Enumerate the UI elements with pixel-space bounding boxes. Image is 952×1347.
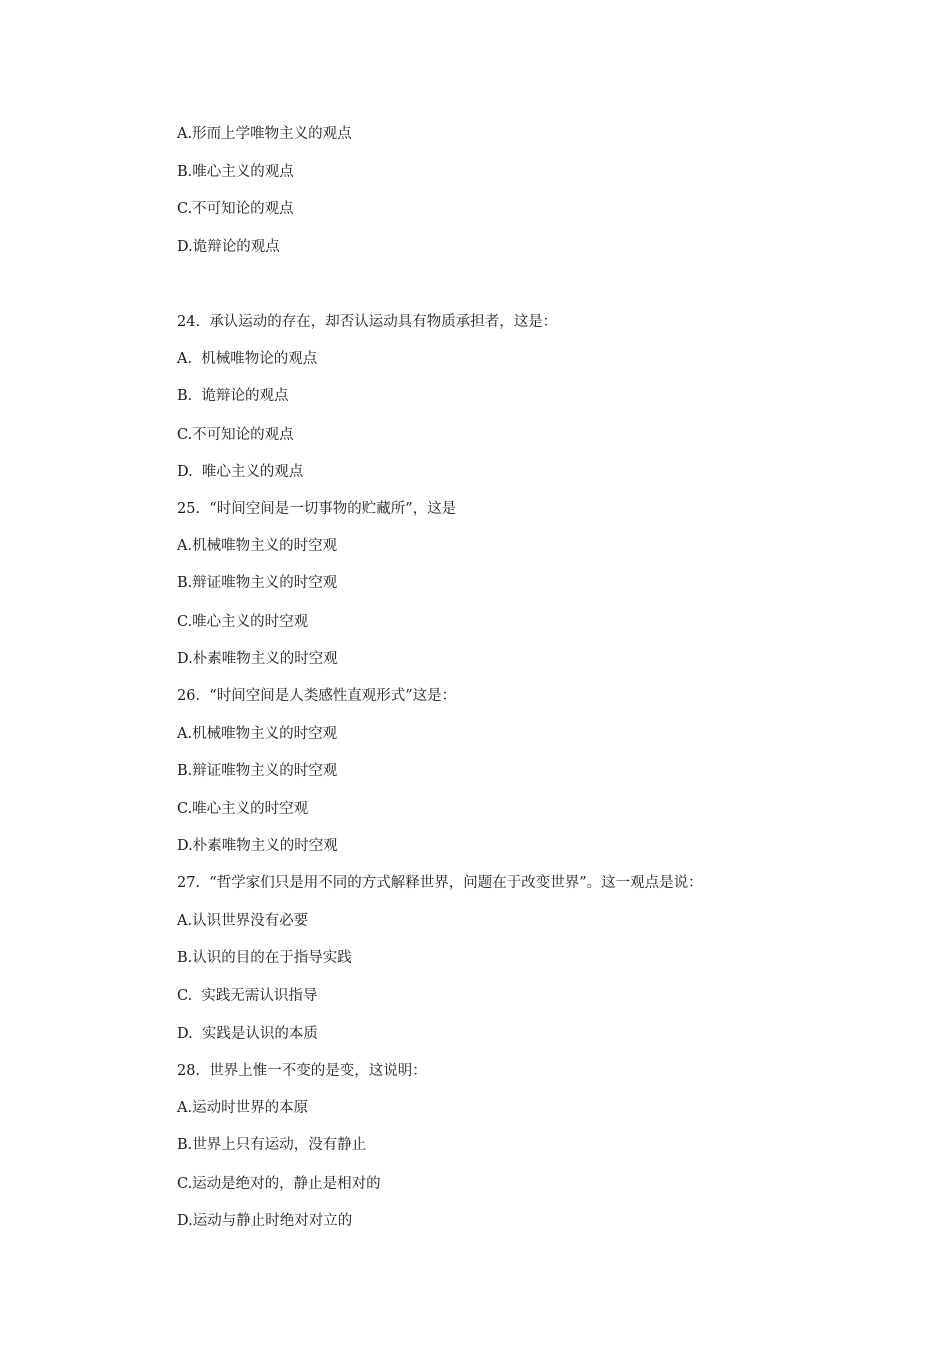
option-c: C.不可知论的观点 (177, 427, 294, 443)
option-b: B.辩证唯物主义的时空观 (177, 575, 338, 591)
option-c: C.唯心主义的时空观 (177, 614, 309, 630)
option-b: B.唯心主义的观点 (177, 164, 294, 180)
option-d: D.朴素唯物主义的时空观 (177, 651, 338, 667)
option-a: A.认识世界没有必要 (177, 913, 309, 929)
option-c: C.唯心主义的时空观 (177, 801, 309, 817)
question-24: 24. 承认运动的存在，却否认运动具有物质承担者，这是： (177, 314, 558, 330)
question-26: 26. “时间空间是人类感性直观形式”这是： (177, 688, 457, 704)
option-d: D.运动与静止时绝对对立的 (177, 1213, 353, 1229)
option-d: D.诡辩论的观点 (177, 239, 280, 255)
option-d: D.朴素唯物主义的时空观 (177, 838, 338, 854)
option-a: A.机械唯物主义的时空观 (177, 726, 338, 742)
option-b: B.认识的目的在于指导实践 (177, 950, 352, 966)
option-d: D. 唯心主义的观点 (177, 464, 304, 480)
question-28: 28. 世界上惟一不变的是变，这说明： (177, 1063, 427, 1079)
option-b: B. 诡辩论的观点 (177, 388, 289, 404)
option-c: C.不可知论的观点 (177, 201, 294, 217)
question-27: 27. “哲学家们只是用不同的方式解释世界，问题在于改变世界”。这一观点是说： (177, 875, 703, 891)
option-c: C. 实践无需认识指导 (177, 988, 318, 1004)
option-a: A. 机械唯物论的观点 (177, 351, 318, 367)
option-b: B.辩证唯物主义的时空观 (177, 763, 338, 779)
option-b: B.世界上只有运动，没有静止 (177, 1137, 367, 1153)
option-c: C.运动是绝对的，静止是相对的 (177, 1176, 381, 1192)
option-a: A.机械唯物主义的时空观 (177, 538, 338, 554)
option-a: A.运动时世界的本原 (177, 1100, 309, 1116)
option-a: A.形而上学唯物主义的观点 (177, 126, 352, 142)
option-d: D. 实践是认识的本质 (177, 1026, 318, 1042)
question-25: 25. “时间空间是一切事物的贮藏所”，这是 (177, 501, 457, 517)
